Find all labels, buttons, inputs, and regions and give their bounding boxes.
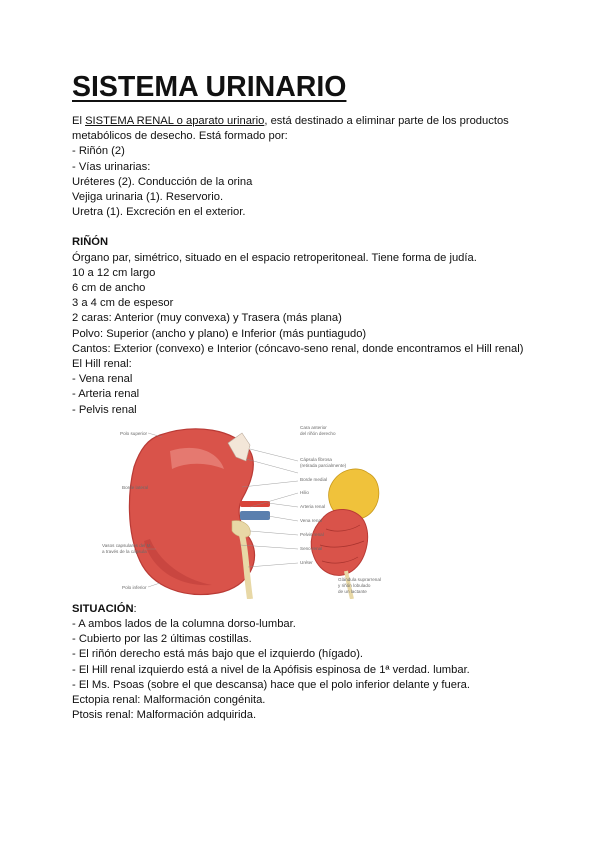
label-gland-1: Glándula suprarrenal [338, 576, 381, 582]
situation-line: Ptosis renal: Malformación adquirida. [72, 709, 257, 722]
label-renal-vein: Vena renal [300, 517, 322, 523]
label-renal-artery: Arteria renal [300, 503, 326, 509]
label-top-right-1: Cara anterior [300, 424, 327, 430]
document-page [72, 70, 542, 723]
kidney-line: El Hill renal: [72, 358, 132, 371]
kidney-line: Cantos: Exterior (convexo) e Interior (cóncavo-seno renal, donde encontramos el Hill renal) [72, 342, 524, 355]
kidney-heading: RIÑÓN [72, 236, 109, 249]
kidney-line: Órgano par, simétrico, situado en el espacio retroperitoneal. Tiene forma de judía. [72, 251, 477, 264]
kidney-line: - Pelvis renal [72, 403, 137, 416]
kidney-line: 2 caras: Anterior (muy convexa) y Trasera (más plana) [72, 312, 342, 325]
label-left-low-1: Vasos capsulares del M. [102, 542, 152, 548]
situation-line: - A ambos lados de la columna dorso-lumbar. [72, 618, 296, 631]
kidney-line: Polvo: Superior (ancho y plano) e Inferior (más puntiagudo) [72, 327, 367, 340]
intro-link[interactable]: SISTEMA RENAL o aparato urinario [85, 115, 265, 127]
intro-paragraph: El SISTEMA RENAL o aparato urinario, está destinado a eliminar parte de los productos metabólicos de desecho. Está formado por: [72, 115, 509, 143]
situation-line: - El riñón derecho está más bajo que el izquierdo (hígado). [72, 648, 364, 661]
kidney-line: 6 cm de ancho [72, 282, 146, 295]
label-gland-3: de un lactante [338, 588, 367, 594]
intro-item: - Riñón (2) [72, 145, 125, 158]
label-bottom-left: Polo inferior [122, 584, 147, 590]
label-top-left: Polo superior [120, 430, 148, 436]
situation-line: Ectopia renal: Malformación congénita. [72, 694, 266, 707]
label-capsule-1: Cápsula fibrosa [300, 456, 332, 462]
intro-item: Uretra (1). Excreción en el exterior. [72, 206, 246, 219]
label-top-right-2: del riñón derecho [300, 430, 336, 436]
situation-line: - El Hill renal izquierdo está a nivel de la Apófisis espinosa de 1ª verdad. lumbar. [72, 663, 470, 676]
intro-item: - Vías urinarias: [72, 160, 151, 173]
label-hilum: Hilio [300, 489, 309, 495]
kidney-line: 10 a 12 cm largo [72, 266, 156, 279]
situation-heading-line: SITUACIÓN: [72, 602, 137, 615]
situation-heading: SITUACIÓN [72, 602, 134, 615]
label-ureter: Uréter [300, 559, 313, 565]
intro-item: Vejiga urinaria (1). Reservorio. [72, 191, 224, 204]
kidney-line: - Vena renal [72, 373, 133, 386]
label-renal-pelvis: Pelvis renal [300, 531, 324, 537]
situation-line: - El Ms. Psoas (sobre el que descansa) hace que el polo inferior delante y fuera. [72, 678, 470, 691]
label-left-low-2: a través de la cápsula [102, 548, 147, 554]
kidney-anatomy-svg [100, 421, 400, 599]
renal-vein [240, 511, 270, 520]
label-renal-sinus: Seno renal [300, 545, 323, 551]
kidney-line: 3 a 4 cm de espesor [72, 297, 174, 310]
label-capsule-2: (retirada parcialmente) [300, 462, 347, 468]
intro-item: Uréteres (2). Conducción de la orina [72, 175, 253, 188]
label-medial-border: Borde medial [300, 476, 328, 482]
kidney-line: - Arteria renal [72, 388, 140, 401]
renal-artery [240, 501, 270, 507]
label-left-mid: Borde lateral [122, 484, 149, 490]
kidney-illustration [100, 421, 400, 599]
page-title: SISTEMA URINARIO [72, 71, 347, 103]
situation-line: - Cubierto por las 2 últimas costillas. [72, 633, 252, 646]
label-gland-2: y riñón lobulado [338, 582, 371, 588]
